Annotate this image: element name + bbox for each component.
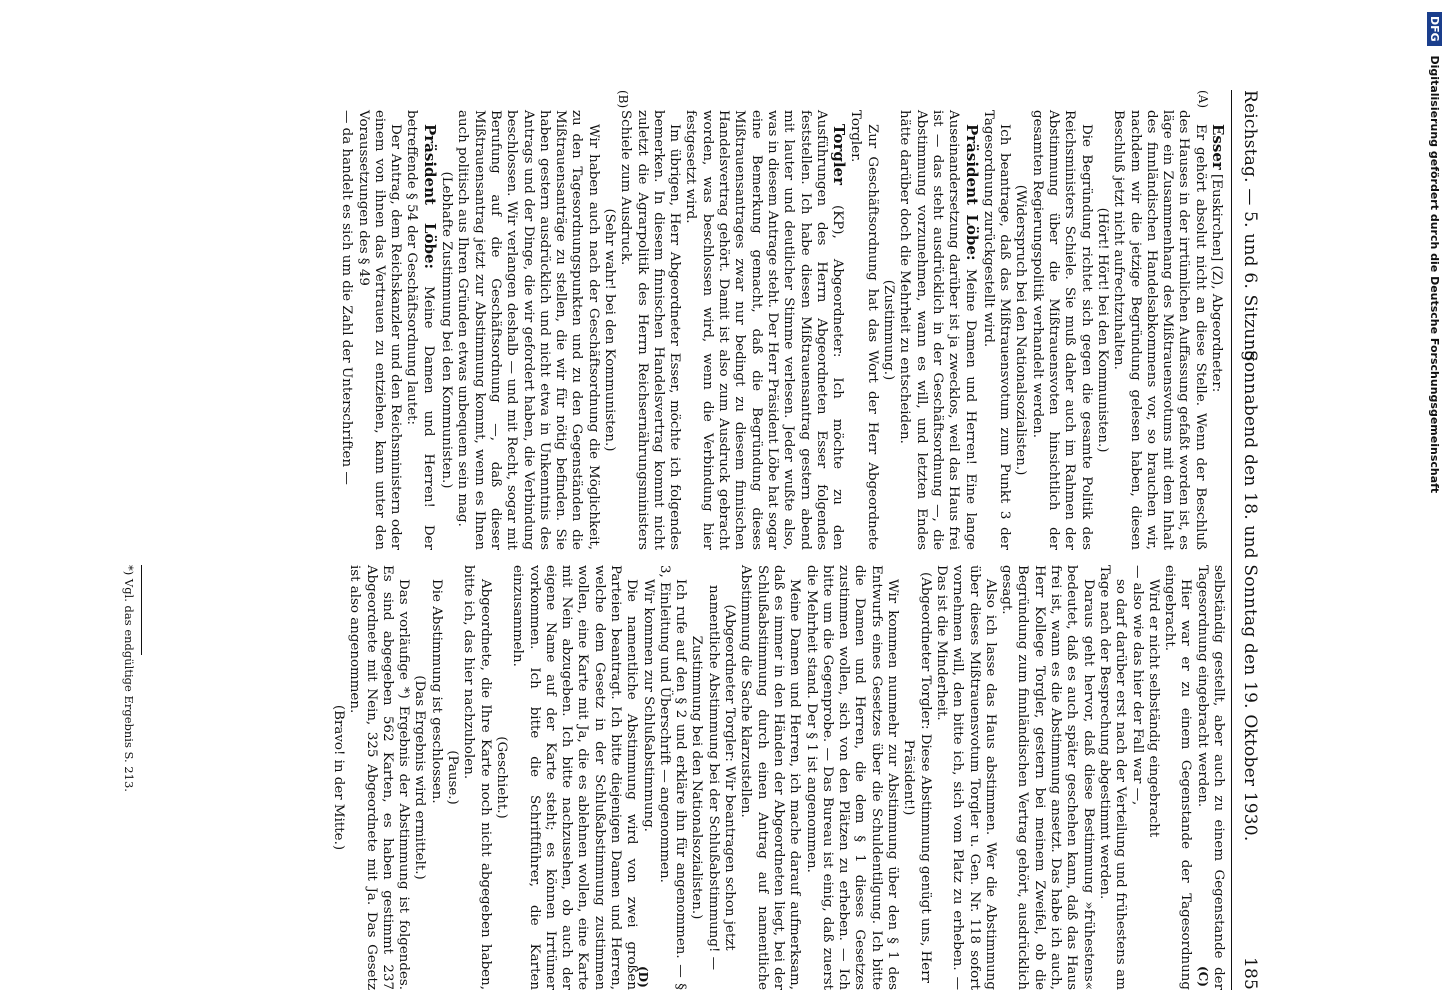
paragraph: Die Abstimmung ist geschlossen.: [428, 579, 444, 804]
paragraph: Wir kommen nunmehr zur Abstimmung über den § 1 des Entwurfs eines Gesetzes über die Schuldentilgung. Ich bitte die Damen und Herren, die dem § 1 dieses Gesetzes zustimmen wollen, sich von den Plätzen zu erheben. — Ich bitte um die Gegenprobe. — Das Bureau ist einig, daß zuerst die Mehrheit stand. Der § 1 ist angenommen.: [803, 565, 901, 990]
dfg-logo: DFG: [1427, 12, 1442, 46]
paragraph: Die Begründung richtet sich gegen die gesamte Politik des Reichsministers Schiele. Sie muß daher auch im Rahmen der Abstimmung über die Mißtrauensvoten hinsichtlich der gesamten Regierungspolitik verhandelt werden.: [1029, 110, 1094, 550]
speaker-paragraph: [1208, 110, 1226, 550]
header-rule: [1231, 90, 1232, 990]
paragraph: Wird er nicht selbständig eingebracht: [1145, 579, 1161, 838]
speech-text: [Euskirchen] (Z), Abgeordneter:: [1209, 169, 1224, 393]
paragraph: Im übrigen, Herr Abgeordneter Esser, möchte ich folgendes bemerken. In diesem finnischen Handelsvertrag kommt nicht zuletzt die Agrarpolitik des Herrn Reichsernährungsministers Schiele zum Ausdruck.: [618, 110, 683, 550]
paragraph: Meine Damen und Herren, ich mache darauf aufmerksam, daß es immer in den Händen der Abgeordneten liegt, bei der Schlußabstimmung durch einen Antrag auf namentliche Abstimmung die Sache klarzustellen.: [738, 565, 803, 990]
footnote: *) Vgl. das endgültige Ergebnis S. 213.: [122, 565, 136, 792]
running-header: [1236, 90, 1260, 990]
speaker-paragraph: [682, 110, 847, 550]
paragraph: Ich rufe auf den § 2 und erkläre ihn für angenommen. — § 3, Einleitung und Überschrift — angenommen.: [656, 565, 689, 990]
paragraph: Das vorläufige *) Ergebnis der Abstimmung ist folgendes. Es sind abgegeben 562 Karten, es haben gestimmt 237 Abgeordnete mit Nein, 325 Abgeordnete mit Ja. Das Gesetz ist also angenommen.: [347, 565, 412, 990]
speech-text: Meine Damen und Herren! Eine lange Auseinandersetzung darüber ist ja zwecklos, weil das Haus frei ist — das steht ausdrücklich in der Geschäftsordnung —, die Abstimmung vorzunehmen, wann es will, und letzten Endes hätte darüber doch die Mehrheit zu entscheiden.: [897, 110, 978, 550]
scanned-page: [80, 90, 1270, 990]
speaker-name: Esser: [1209, 124, 1227, 170]
interjection: (Abgeordneter Torgler: Wir beantragen schon jetzt namentliche Abstimmung bei der Schlußabstimmung! — Zustimmung bei den Nationalsozialisten.): [689, 584, 738, 971]
paragraph: Abgeordnete, die Ihre Karte noch nicht abgegeben haben, bitte ich, das hier nachzuholen.: [461, 565, 493, 990]
paragraph: Wir kommen zur Schlußabstimmung.: [640, 579, 656, 832]
interjection: (Hört! Hört! bei den Kommunisten.): [1094, 207, 1110, 453]
paragraph: Daraus geht hervor, daß diese Bestimmung »frühestens« bedeutet, daß es auch später geschehen kann, daß das Haus frei ist, wann es die Abstimmung ansetzt. Das habe ich auch, Herr Kollege Torgler, gestern bei meinem Zweifel, ob die Begründung zum finnländischen Vertrag gehört, ausdrücklich gesagt.: [999, 565, 1096, 990]
margin-mark-b: (B): [616, 90, 630, 109]
interjection: (Sehr wahr! bei den Kommunisten.): [602, 208, 618, 452]
speaker-paragraph: [403, 110, 438, 550]
interjection: (Widerspruch bei den Nationalsozialisten.): [1013, 184, 1029, 476]
paragraph: Er gehört absolut nicht an diese Stelle. Wenn der Beschluß des Hauses in der irrtümlichen Auffassung gefaßt worden ist, es läge ein Zusammenhang des Mißtrauensvotums mit dem Inhalt des finnländischen Handelsabkommens vor, so brauchen wir, nachdem wir die jetzige Begründung gelesen haben, diesen Beschluß jetzt nicht aufrechtzuhalten.: [1111, 110, 1208, 550]
page-number: 185: [1240, 956, 1260, 990]
margin-mark-c: (C): [1196, 966, 1210, 987]
paragraph: Wir haben auch nach der Geschäftsordnung die Möglichkeit, zu den Tagesordnungspunkten und zu den Gegenständen die Mißtrauensanträge zu stellen, die wir für nötig befinden. Sie haben gestern ausdrücklich und nicht etwa in Unkenntnis des Antrags und der Dinge, die wir gefordert haben, die Verbindung beschlossen. Wir verlangen deshalb — und mit Recht, sogar mit Berufung auf die Geschäftsordnung —, daß dieser Mißtrauensantrag jetzt zur Abstimmung kommt, wenn es Ihnen auch politisch aus Ihren Gründen etwas unbequem sein mag.: [455, 110, 601, 550]
dfg-funding-note: Digitalisierung gefördert durch die Deutsche Forschungsgemeinschaft: [1428, 55, 1441, 494]
right-column: [330, 565, 1226, 990]
paragraph: — also wie das hier der Fall war —,: [1129, 565, 1145, 806]
speaker-name: Torgler: [830, 124, 849, 185]
paragraph: Die namentliche Abstimmung wird von zwei großen Parteien beantragt. Ich bitte diejenigen Damen und Herren, welche dem Gesetz in der Schlußabstimmung zustimmen wollen, eine Karte mit Ja, die es ablehnen wollen, eine Karte mit Nein abzugeben. Ich bitte nachzusehen, ob auch der eigene Name auf der Karte steht; es können Irrtümer vorkommen. Ich bitte die Schriftführer, die Karten einzusammeln.: [510, 565, 640, 990]
paragraph: so darf darüber erst nach der Verteilung und frühestens am Tage nach der Besprechung abgestimmt werden.: [1096, 565, 1129, 990]
margin-mark-a: (A): [1196, 90, 1210, 109]
speaker-name: Präsident Löbe:: [962, 124, 981, 261]
paragraph: Der Antrag, dem Reichskanzler und den Reichsministern oder einem von ihnen das Vertrauen zu entziehen, kann unter den Voraussetzungen des § 49: [355, 110, 404, 550]
interjection: (Bravo! in der Mitte.): [330, 704, 346, 851]
speaker-name: Präsident Löbe:: [420, 124, 439, 270]
margin-mark-d: (D): [636, 966, 650, 988]
interjection: (Geschieht.): [493, 736, 509, 819]
speech-text: Meine Damen und Herren! Der betreffende § 54 der Geschäftsordnung lautet:: [404, 110, 436, 550]
header-date: Sonnabend den 18. und Sonntag den 19. Oktober 1930.: [1240, 350, 1260, 842]
paragraph: Also ich lasse das Haus abstimmen. Wer die Abstimmung über dieses Mißtrauensvotum Torgler u. Gen. Nr. 118 sofort vornehmen will, den bitte ich, sich vom Platz zu erheben. — Das ist die Minderheit.: [933, 565, 998, 990]
left-column: [338, 110, 1226, 550]
speech-text: (KP), Abgeordneter: Ich möchte zu den Ausführungen des Herrn Abgeordneten Esser folgendes feststellen. Ich habe diesen Mißtrauensantrag gestern abend mit lauter und deutlicher Stimme verlesen. Jeder wußte also, was in diesem Antrage steht. Der Herr Präsident Löbe hat sogar eine Bemerkung gemacht, daß die Begründung dieses Mißtrauensantrages zwar nur bedingt zu diesem finnischen Handelsvertrag gehört. Damit ist also zum Ausdruck gebracht worden, was beschlossen wird, wenn die Verbindung hier festgesetzt wird.: [683, 110, 846, 550]
interjection: (Pause.): [445, 750, 461, 805]
paragraph: selbständig gestellt, aber auch zu einem Gegenstande der Tagesordnung eingebracht werden.: [1194, 565, 1226, 990]
interjection: (Lebhafte Zustimmung bei den Kommunisten.): [439, 171, 455, 489]
interjection: (Abgeordneter Torgler: Diese Abstimmung genügt uns, Herr Präsident!): [901, 571, 933, 984]
paragraph: Ich beantrage, daß das Mißtrauensvotum zum Punkt 3 der Tagesordnung zurückgestellt wird.: [980, 110, 1013, 550]
interjection: (Das Ergebnis wird ermittelt.): [412, 675, 428, 880]
header-left: Reichstag. — 5. und 6. Sitzung.: [1240, 90, 1260, 368]
paragraph: — da handelt es sich um die Zahl der Unterschriften —: [339, 110, 355, 485]
paragraph: Hier war er zu einem Gegenstande der Tagesordnung eingebracht.: [1162, 565, 1194, 990]
speaker-paragraph: [896, 110, 979, 550]
dfg-sidebar: [1408, 12, 1442, 892]
interjection: (Zustimmung.): [881, 279, 897, 381]
paragraph: Zur Geschäftsordnung hat das Wort der Herr Abgeordnete Torgler.: [848, 110, 880, 550]
footnote-rule: [141, 565, 142, 655]
